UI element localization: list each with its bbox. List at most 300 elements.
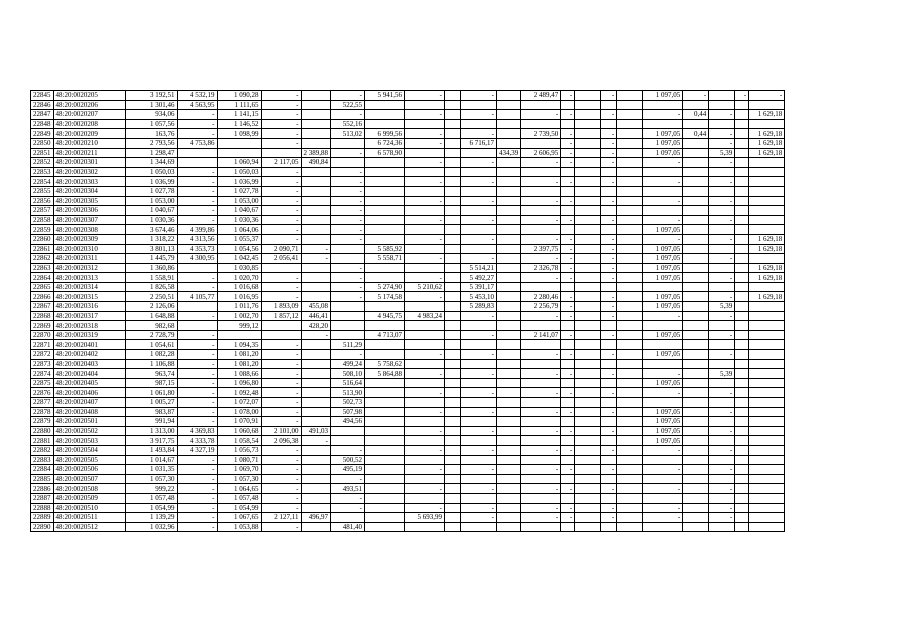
value-cell xyxy=(735,350,749,360)
value-cell: - xyxy=(643,311,683,321)
value-cell xyxy=(601,493,617,503)
value-cell: 1 445,79 xyxy=(125,254,177,264)
value-cell xyxy=(261,321,301,331)
value-cell xyxy=(497,417,521,427)
value-cell: - xyxy=(461,91,497,101)
value-cell: 4 532,19 xyxy=(177,91,217,101)
value-cell xyxy=(445,215,461,225)
value-cell: 1 097,05 xyxy=(643,350,683,360)
value-cell xyxy=(709,455,735,465)
value-cell xyxy=(749,186,785,196)
value-cell xyxy=(445,493,461,503)
value-cell: 1 054,99 xyxy=(217,503,261,513)
value-cell xyxy=(521,138,561,148)
value-cell xyxy=(735,254,749,264)
table-body xyxy=(31,91,785,532)
value-cell: - xyxy=(749,91,785,101)
value-cell xyxy=(177,321,217,331)
value-cell: 499,24 xyxy=(331,359,365,369)
value-cell xyxy=(643,186,683,196)
value-cell xyxy=(365,522,405,532)
value-cell: - xyxy=(709,503,735,513)
value-cell: 1 629,18 xyxy=(749,129,785,139)
value-cell: 511,29 xyxy=(331,340,365,350)
value-cell: 513,02 xyxy=(331,129,365,139)
cadastral-number-cell: 48:20:0020303 xyxy=(53,177,125,187)
value-cell xyxy=(561,321,575,331)
value-cell: 4 563,95 xyxy=(177,100,217,110)
value-cell xyxy=(261,263,301,273)
value-cell: - xyxy=(301,330,331,340)
value-cell: - xyxy=(561,177,575,187)
value-cell xyxy=(749,196,785,206)
cadastral-number-cell: 48:20:0020301 xyxy=(53,158,125,168)
value-cell xyxy=(497,436,521,446)
value-cell: 1 629,18 xyxy=(749,244,785,254)
value-cell xyxy=(405,263,445,273)
value-cell xyxy=(735,388,749,398)
value-cell: - xyxy=(601,158,617,168)
value-cell: 1 106,88 xyxy=(125,359,177,369)
value-cell: - xyxy=(601,388,617,398)
table-row xyxy=(31,167,785,177)
table-row xyxy=(31,445,785,455)
value-cell xyxy=(461,378,497,388)
cadastral-number-cell: 48:20:0020207 xyxy=(53,110,125,120)
value-cell xyxy=(365,215,405,225)
value-cell: 1 097,05 xyxy=(643,254,683,264)
value-cell xyxy=(617,359,643,369)
value-cell xyxy=(365,465,405,475)
value-cell xyxy=(301,129,331,139)
value-cell xyxy=(575,522,601,532)
value-cell: - xyxy=(261,234,301,244)
value-cell: - xyxy=(331,167,365,177)
value-cell xyxy=(301,455,331,465)
value-cell: - xyxy=(177,110,217,120)
value-cell xyxy=(749,417,785,427)
table-row xyxy=(31,148,785,158)
value-cell xyxy=(683,234,709,244)
value-cell: - xyxy=(177,129,217,139)
value-cell xyxy=(445,254,461,264)
value-cell xyxy=(617,484,643,494)
value-cell xyxy=(617,302,643,312)
value-cell: - xyxy=(405,350,445,360)
value-cell: - xyxy=(177,119,217,129)
value-cell: 2 280,46 xyxy=(521,292,561,302)
value-cell xyxy=(575,177,601,187)
cadastral-number-cell: 48:20:0020211 xyxy=(53,148,125,158)
row-number-cell: 22845 xyxy=(31,91,54,101)
table-row xyxy=(31,311,785,321)
value-cell xyxy=(301,167,331,177)
value-cell xyxy=(331,311,365,321)
value-cell: - xyxy=(643,388,683,398)
value-cell: - xyxy=(177,455,217,465)
value-cell xyxy=(735,138,749,148)
row-number-cell: 22849 xyxy=(31,129,54,139)
value-cell: - xyxy=(405,388,445,398)
value-cell: - xyxy=(177,398,217,408)
row-number-cell: 22878 xyxy=(31,407,54,417)
value-cell xyxy=(575,493,601,503)
value-cell: 481,40 xyxy=(331,522,365,532)
value-cell: 5,39 xyxy=(709,369,735,379)
value-cell: - xyxy=(261,273,301,283)
value-cell: 1 826,58 xyxy=(125,282,177,292)
cadastral-number-cell: 48:20:0020318 xyxy=(53,321,125,331)
value-cell xyxy=(177,263,217,273)
value-cell xyxy=(301,138,331,148)
value-cell: 1 054,99 xyxy=(125,503,177,513)
value-cell xyxy=(301,215,331,225)
value-cell xyxy=(445,350,461,360)
cadastral-number-cell: 48:20:0020311 xyxy=(53,254,125,264)
value-cell xyxy=(365,407,405,417)
value-cell: 6 724,36 xyxy=(365,138,405,148)
row-number-cell: 22851 xyxy=(31,148,54,158)
value-cell xyxy=(749,359,785,369)
value-cell xyxy=(617,426,643,436)
value-cell: 5,39 xyxy=(709,302,735,312)
value-cell xyxy=(461,321,497,331)
value-cell xyxy=(617,215,643,225)
value-cell xyxy=(561,119,575,129)
value-cell xyxy=(617,503,643,513)
value-cell xyxy=(405,359,445,369)
value-cell: 1 097,05 xyxy=(643,225,683,235)
value-cell: 2 793,56 xyxy=(125,138,177,148)
value-cell: - xyxy=(601,445,617,455)
value-cell: 1 031,35 xyxy=(125,465,177,475)
row-number-cell: 22858 xyxy=(31,215,54,225)
value-cell xyxy=(497,350,521,360)
table-row xyxy=(31,503,785,513)
value-cell: 1 057,30 xyxy=(217,474,261,484)
value-cell: - xyxy=(261,388,301,398)
value-cell xyxy=(365,503,405,513)
value-cell: 1 064,06 xyxy=(217,225,261,235)
value-cell: - xyxy=(601,302,617,312)
row-number-cell: 22861 xyxy=(31,244,54,254)
value-cell xyxy=(575,417,601,427)
value-cell: - xyxy=(461,465,497,475)
value-cell: - xyxy=(521,350,561,360)
value-cell xyxy=(575,311,601,321)
value-cell: 491,03 xyxy=(301,426,331,436)
value-cell: - xyxy=(177,388,217,398)
value-cell: 1 057,56 xyxy=(125,119,177,129)
row-number-cell: 22847 xyxy=(31,110,54,120)
value-cell: 1 005,27 xyxy=(125,398,177,408)
value-cell: - xyxy=(461,350,497,360)
value-cell xyxy=(331,158,365,168)
value-cell: 1 055,37 xyxy=(217,234,261,244)
value-cell xyxy=(617,148,643,158)
value-cell: 6 716,17 xyxy=(461,138,497,148)
value-cell: 5,39 xyxy=(709,148,735,158)
row-number-cell: 22874 xyxy=(31,369,54,379)
value-cell xyxy=(445,378,461,388)
value-cell xyxy=(683,417,709,427)
value-cell: - xyxy=(261,225,301,235)
value-cell: - xyxy=(461,513,497,523)
value-cell xyxy=(497,158,521,168)
value-cell: 2 489,47 xyxy=(521,91,561,101)
row-number-cell: 22882 xyxy=(31,445,54,455)
cadastral-number-cell: 48:20:0020503 xyxy=(53,436,125,446)
value-cell: - xyxy=(461,388,497,398)
value-cell xyxy=(497,522,521,532)
value-cell xyxy=(735,330,749,340)
value-cell xyxy=(365,110,405,120)
value-cell: 1 072,07 xyxy=(217,398,261,408)
value-cell xyxy=(749,513,785,523)
row-number-cell: 22881 xyxy=(31,436,54,446)
value-cell xyxy=(561,417,575,427)
value-cell: - xyxy=(709,129,735,139)
value-cell xyxy=(643,340,683,350)
value-cell xyxy=(301,503,331,513)
cadastral-number-cell: 48:20:0020407 xyxy=(53,398,125,408)
value-cell xyxy=(561,398,575,408)
value-cell xyxy=(461,119,497,129)
value-cell xyxy=(561,100,575,110)
value-cell: - xyxy=(561,484,575,494)
value-cell xyxy=(749,330,785,340)
value-cell xyxy=(601,119,617,129)
row-number-cell: 22848 xyxy=(31,119,54,129)
value-cell xyxy=(709,340,735,350)
value-cell: - xyxy=(177,378,217,388)
value-cell xyxy=(643,167,683,177)
value-cell: - xyxy=(461,196,497,206)
value-cell: - xyxy=(331,177,365,187)
value-cell xyxy=(461,100,497,110)
value-cell: - xyxy=(643,369,683,379)
value-cell xyxy=(683,330,709,340)
value-cell xyxy=(683,493,709,503)
cadastral-number-cell: 48:20:0020507 xyxy=(53,474,125,484)
value-cell: - xyxy=(261,196,301,206)
value-cell xyxy=(601,436,617,446)
value-cell xyxy=(365,196,405,206)
table-row xyxy=(31,254,785,264)
value-cell: 1 060,94 xyxy=(217,158,261,168)
value-cell xyxy=(461,186,497,196)
value-cell xyxy=(709,474,735,484)
value-cell: 1 648,88 xyxy=(125,311,177,321)
value-cell: 1 097,05 xyxy=(643,273,683,283)
value-cell xyxy=(601,359,617,369)
value-cell xyxy=(575,302,601,312)
value-cell: - xyxy=(331,186,365,196)
value-cell: 2 728,79 xyxy=(125,330,177,340)
table-row xyxy=(31,119,785,129)
value-cell: - xyxy=(561,369,575,379)
value-cell: 1 301,46 xyxy=(125,100,177,110)
value-cell xyxy=(561,340,575,350)
value-cell xyxy=(575,138,601,148)
value-cell xyxy=(331,321,365,331)
value-cell: - xyxy=(177,359,217,369)
value-cell: 5 391,17 xyxy=(461,282,497,292)
value-cell xyxy=(497,398,521,408)
table-row xyxy=(31,350,785,360)
row-number-cell: 22885 xyxy=(31,474,54,484)
value-cell xyxy=(575,407,601,417)
value-cell xyxy=(405,167,445,177)
value-cell: 446,41 xyxy=(301,311,331,321)
value-cell: - xyxy=(601,350,617,360)
value-cell xyxy=(683,474,709,484)
value-cell xyxy=(643,119,683,129)
value-cell: - xyxy=(177,206,217,216)
value-cell xyxy=(445,388,461,398)
value-cell: - xyxy=(561,244,575,254)
table-row xyxy=(31,177,785,187)
value-cell xyxy=(575,186,601,196)
table-row xyxy=(31,273,785,283)
value-cell xyxy=(521,436,561,446)
row-number-cell: 22870 xyxy=(31,330,54,340)
table-row xyxy=(31,340,785,350)
value-cell xyxy=(497,378,521,388)
value-cell xyxy=(575,206,601,216)
value-cell: 1 629,18 xyxy=(749,292,785,302)
value-cell: - xyxy=(709,110,735,120)
value-cell: 1 090,28 xyxy=(217,91,261,101)
value-cell: - xyxy=(709,138,735,148)
value-cell: - xyxy=(643,445,683,455)
value-cell: 2 250,51 xyxy=(125,292,177,302)
table-row xyxy=(31,398,785,408)
value-cell xyxy=(365,186,405,196)
value-cell xyxy=(365,206,405,216)
value-cell: 2 326,78 xyxy=(521,263,561,273)
value-cell xyxy=(749,350,785,360)
value-cell: - xyxy=(177,369,217,379)
value-cell: - xyxy=(601,465,617,475)
value-cell: - xyxy=(331,273,365,283)
value-cell xyxy=(461,167,497,177)
value-cell: 0,44 xyxy=(683,129,709,139)
value-cell xyxy=(331,138,365,148)
table-row xyxy=(31,359,785,369)
value-cell: - xyxy=(177,522,217,532)
value-cell xyxy=(643,455,683,465)
value-cell: - xyxy=(177,167,217,177)
value-cell xyxy=(445,244,461,254)
value-cell xyxy=(301,369,331,379)
value-cell: - xyxy=(561,91,575,101)
value-cell: 5 585,92 xyxy=(365,244,405,254)
value-cell xyxy=(709,225,735,235)
table-row xyxy=(31,100,785,110)
value-cell xyxy=(405,302,445,312)
value-cell xyxy=(445,311,461,321)
value-cell xyxy=(497,445,521,455)
value-cell: - xyxy=(461,426,497,436)
value-cell: 434,39 xyxy=(497,148,521,158)
value-cell xyxy=(575,350,601,360)
value-cell xyxy=(561,282,575,292)
value-cell: 2 256,79 xyxy=(521,302,561,312)
value-cell: 1 097,05 xyxy=(643,91,683,101)
value-cell xyxy=(735,369,749,379)
cadastral-number-cell: 48:20:0020310 xyxy=(53,244,125,254)
value-cell xyxy=(617,330,643,340)
value-cell xyxy=(735,282,749,292)
value-cell: - xyxy=(461,484,497,494)
value-cell: - xyxy=(561,138,575,148)
cadastral-number-cell: 48:20:0020505 xyxy=(53,455,125,465)
value-cell xyxy=(445,110,461,120)
value-cell: 1 078,00 xyxy=(217,407,261,417)
value-cell xyxy=(301,417,331,427)
table-row xyxy=(31,513,785,523)
cadastral-number-cell: 48:20:0020508 xyxy=(53,484,125,494)
value-cell xyxy=(749,254,785,264)
value-cell: 513,90 xyxy=(331,388,365,398)
value-cell xyxy=(497,177,521,187)
value-cell xyxy=(709,167,735,177)
value-cell xyxy=(497,100,521,110)
value-cell: 2 056,41 xyxy=(261,254,301,264)
row-number-cell: 22856 xyxy=(31,196,54,206)
value-cell xyxy=(331,436,365,446)
value-cell: - xyxy=(461,110,497,120)
value-cell: - xyxy=(177,311,217,321)
value-cell xyxy=(749,369,785,379)
value-cell: 1 088,66 xyxy=(217,369,261,379)
value-cell xyxy=(735,436,749,446)
value-cell xyxy=(683,282,709,292)
value-cell xyxy=(445,129,461,139)
value-cell: - xyxy=(261,445,301,455)
value-cell xyxy=(301,359,331,369)
value-cell: - xyxy=(261,206,301,216)
value-cell: 4 327,19 xyxy=(177,445,217,455)
value-cell xyxy=(683,445,709,455)
value-cell xyxy=(735,493,749,503)
value-cell: - xyxy=(709,311,735,321)
value-cell xyxy=(735,474,749,484)
value-cell: - xyxy=(709,407,735,417)
value-cell xyxy=(261,148,301,158)
value-cell xyxy=(497,234,521,244)
value-cell xyxy=(709,100,735,110)
value-cell: 5 492,27 xyxy=(461,273,497,283)
value-cell xyxy=(749,436,785,446)
value-cell: - xyxy=(177,186,217,196)
value-cell xyxy=(735,513,749,523)
value-cell xyxy=(617,369,643,379)
value-cell xyxy=(445,340,461,350)
value-cell xyxy=(301,177,331,187)
value-cell xyxy=(497,225,521,235)
value-cell: - xyxy=(461,234,497,244)
value-cell: - xyxy=(601,503,617,513)
value-cell: - xyxy=(177,484,217,494)
value-cell: - xyxy=(261,465,301,475)
value-cell xyxy=(561,225,575,235)
value-cell xyxy=(521,455,561,465)
value-cell: 1 050,03 xyxy=(217,167,261,177)
value-cell xyxy=(617,378,643,388)
value-cell xyxy=(445,522,461,532)
